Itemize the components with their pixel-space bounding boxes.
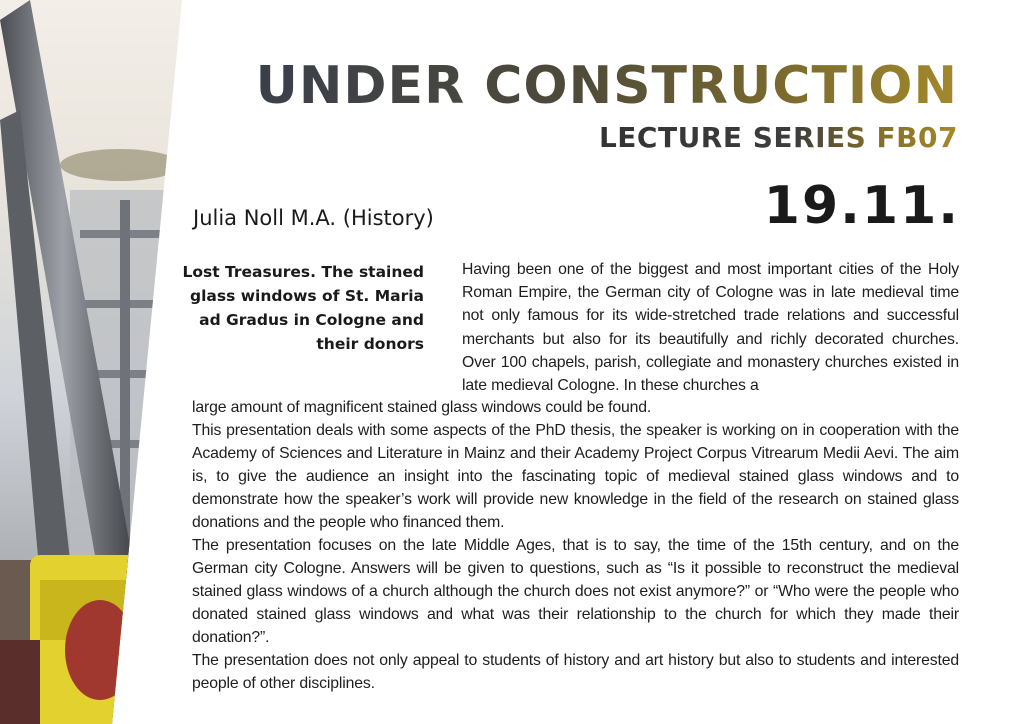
abstract-intro-continued: large amount of magnificent stained glass windows could be found. <box>192 399 652 416</box>
series-title: UNDER CONSTRUCTION <box>255 56 958 116</box>
abstract-paragraph: The presentation does not only appeal to students of history and art history but also to students and interested people of other disciplines. <box>192 652 959 692</box>
abstract-intro: Having been one of the biggest and most important cities of the Holy Roman Empire, the German city of Cologne was in late medieval time not only famous for its wide-stretched trade relations and successful merchants but also for its beautifully and richly decorated churches. Over 100 chapels, parish, collegiate and monastery churches existed in late medieval Cologne. In these churches a <box>462 261 959 395</box>
abstract-paragraph: This presentation deals with some aspects of the PhD thesis, the speaker is working on in cooperation with the Academy of Sciences and Literature in Mainz and their Academy Project Corpus Vitrearum Medii Aevi. The aim is, to give the audience an insight into the fascinating topic of medieval stained glass windows and to demonstrate how the speaker’s work will provide new knowledge in the field of the research on stained glass donations and the people who financed them. <box>192 422 959 531</box>
abstract-body <box>192 396 959 695</box>
lecture-date: 19.11. <box>763 176 960 236</box>
series-subtitle: LECTURE SERIES FB07 <box>598 121 958 154</box>
abstract-paragraph: The presentation focuses on the late Middle Ages, that is to say, the time of the 15th century, and on the German city Cologne. Answers will be given to questions, such as “Is it possible to reconstruct the medieval stained glass windows of a church although the church does not exist anymore?” or “Who were the people who donated stained glass windows and what was their relationship to the church for which they made their donation?”. <box>192 537 959 646</box>
talk-title: Lost Treasures. The stained glass windows of St. Maria ad Gradus in Cologne and their donors <box>182 263 424 353</box>
speaker-name: Julia Noll M.A. (History) <box>193 206 434 230</box>
